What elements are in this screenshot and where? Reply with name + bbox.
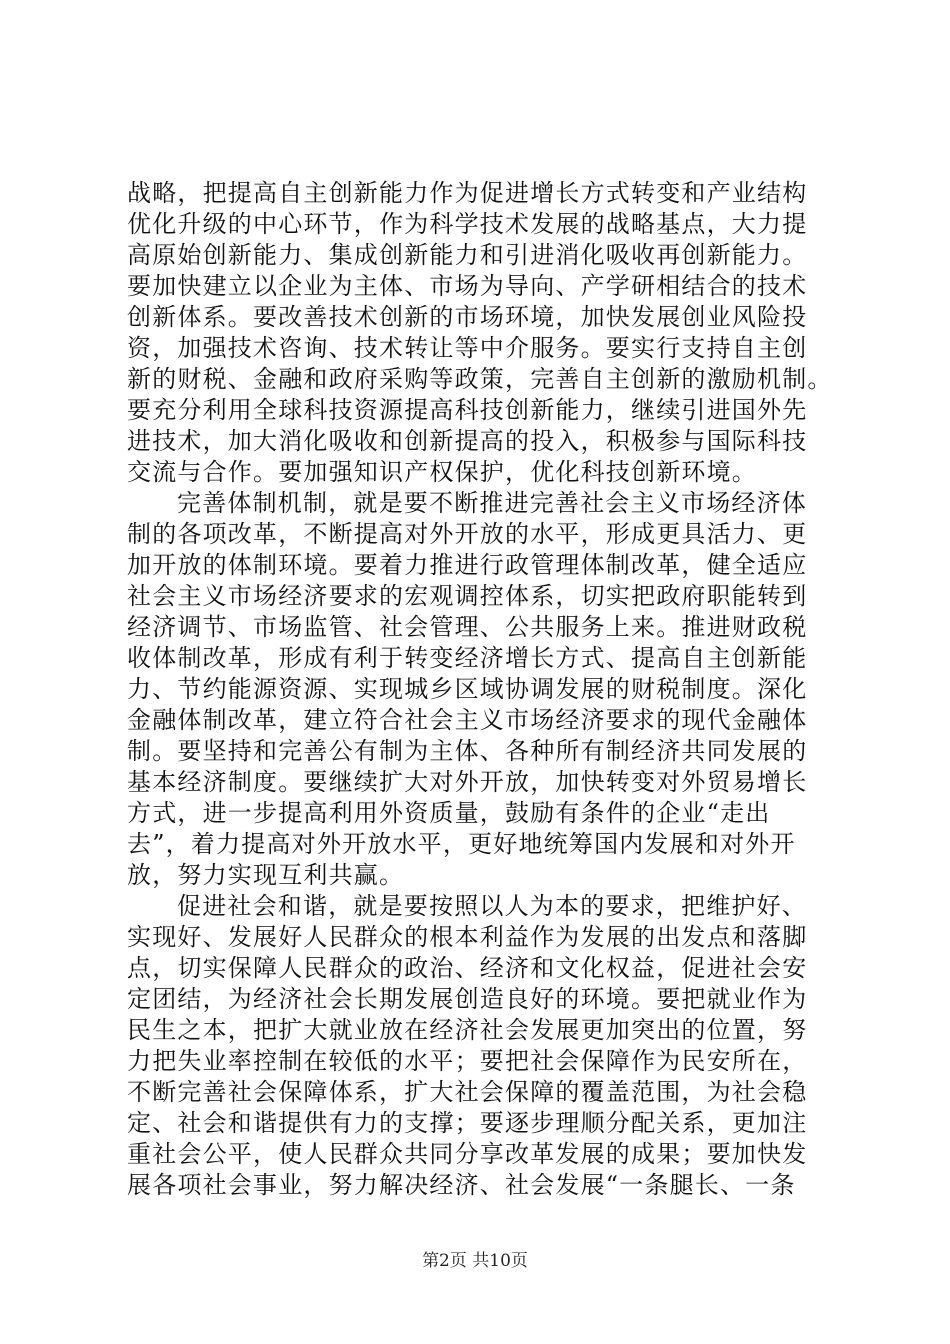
text-line: 定团结，为经济社会长期发展创造良好的环境。要把就业作为 <box>127 985 808 1013</box>
text-line: 放，努力实现互利共赢。 <box>127 861 405 889</box>
text-line: 创新体系。要改善技术创新的市场环境，加快发展创业风险投 <box>127 303 808 331</box>
text-line: 制的各项改革，不断提高对外开放的水平，形成更具活力、更 <box>127 520 808 548</box>
paragraph-start-line: 促进社会和谐，就是要按照以人为本的要求，把维护好、 <box>177 892 807 920</box>
text-line: 去”，着力提高对外开放水平，更好地统筹国内发展和对外开 <box>127 830 796 858</box>
text-line: 点，切实保障人民群众的政治、经济和文化权益，促进社会安 <box>127 954 808 982</box>
text-line: 力、节约能源资源、实现城乡区域协调发展的财税制度。深化 <box>127 675 808 703</box>
text-line: 加开放的体制环境。要着力推进行政管理体制改革，健全适应 <box>127 551 808 579</box>
page-footer <box>0 1246 950 1271</box>
text-line: 收体制改革，形成有利于转变经济增长方式、提高自主创新能 <box>127 644 808 672</box>
body-text <box>127 178 833 1201</box>
text-line: 优化升级的中心环节，作为科学技术发展的战略基点，大力提 <box>127 210 808 238</box>
text-line: 经济调节、市场监管、社会管理、公共服务上来。推进财政税 <box>127 613 808 641</box>
text-line: 实现好、发展好人民群众的根本利益作为发展的出发点和落脚 <box>127 923 808 951</box>
text-line: 资，加强技术咨询、技术转让等中介服务。要实行支持自主创 <box>127 334 808 362</box>
text-line: 新的财税、金融和政府采购等政策，完善自主创新的激励机制。 <box>127 365 833 393</box>
page-number-label: 第2页 共10页 <box>422 1251 528 1271</box>
text-line: 社会主义市场经济要求的宏观调控体系，切实把政府职能转到 <box>127 582 808 610</box>
text-line: 战略，把提高自主创新能力作为促进增长方式转变和产业结构 <box>127 179 808 207</box>
text-line: 要充分利用全球科技资源提高科技创新能力，继续引进国外先 <box>127 396 808 424</box>
text-line: 金融体制改革，建立符合社会主义市场经济要求的现代金融体 <box>127 706 808 734</box>
text-line: 基本经济制度。要继续扩大对外开放，加快转变对外贸易增长 <box>127 768 808 796</box>
text-line: 制。要坚持和完善公有制为主体、各种所有制经济共同发展的 <box>127 737 808 765</box>
text-line: 进技术，加大消化吸收和创新提高的投入，积极参与国际科技 <box>127 427 808 455</box>
text-line: 力把失业率控制在较低的水平；要把社会保障作为民安所在， <box>127 1047 808 1075</box>
paragraph-start-line: 完善体制机制，就是要不断推进完善社会主义市场经济体 <box>177 489 807 517</box>
text-line: 民生之本，把扩大就业放在经济社会发展更加突出的位置，努 <box>127 1016 808 1044</box>
text-line: 高原始创新能力、集成创新能力和引进消化吸收再创新能力。 <box>127 241 808 269</box>
text-line: 定、社会和谐提供有力的支撑；要逐步理顺分配关系，更加注 <box>127 1109 808 1137</box>
text-line: 方式，进一步提高利用外资质量，鼓励有条件的企业“走出 <box>127 799 771 827</box>
text-line: 不断完善社会保障体系，扩大社会保障的覆盖范围，为社会稳 <box>127 1078 808 1106</box>
text-line: 重社会公平，使人民群众共同分享改革发展的成果；要加快发 <box>127 1140 808 1168</box>
text-line: 展各项社会事业，努力解决经济、社会发展“一条腿长、一条 <box>127 1171 796 1199</box>
text-line: 要加快建立以企业为主体、市场为导向、产学研相结合的技术 <box>127 272 808 300</box>
text-line: 交流与合作。要加强知识产权保护，优化科技创新环境。 <box>127 458 757 486</box>
